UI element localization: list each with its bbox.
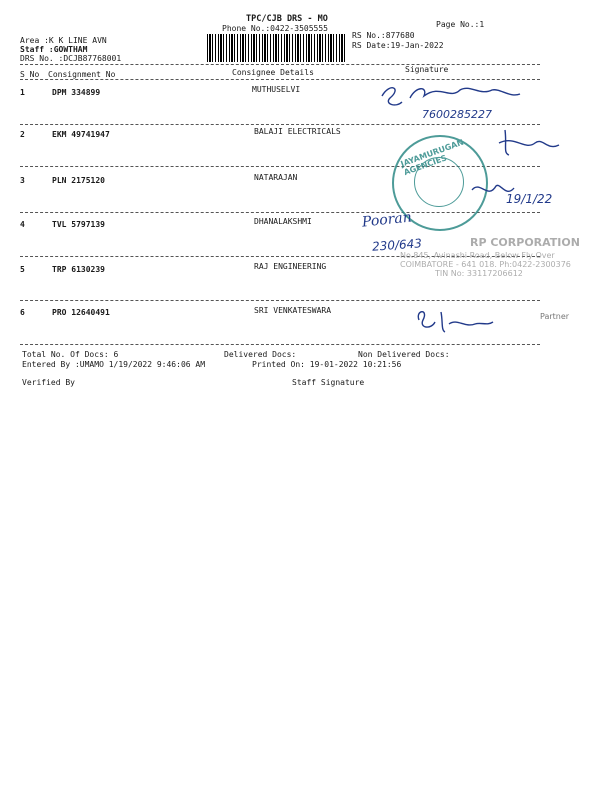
- row-sno: 1: [20, 88, 25, 97]
- row-consignee: DHANALAKSHMI: [254, 217, 312, 226]
- row-consignment: EKM 49741947: [52, 130, 110, 139]
- faded-stamp-line3: COIMBATORE - 641 018. Ph:0422-2300376: [400, 260, 571, 269]
- signature-row2-scrawl: [495, 125, 565, 160]
- rs-date: RS Date:19-Jan-2022: [352, 41, 444, 50]
- row-consignment: PLN 2175120: [52, 176, 105, 185]
- row-sno: 4: [20, 220, 25, 229]
- staff-label-text: Staff :: [20, 45, 54, 54]
- row-consignment: PRO 12640491: [52, 308, 110, 317]
- phone-number: Phone No.:0422-3505555: [222, 24, 328, 33]
- delivered-docs: Delivered Docs:: [224, 350, 297, 359]
- rs-number: RS No.:877680: [352, 31, 415, 40]
- partner-label: Partner: [540, 312, 570, 321]
- row4-handwritten-name: Pooran: [361, 209, 413, 231]
- faded-stamp-line1: RP CORPORATION: [470, 236, 580, 249]
- row-consignee: NATARAJAN: [254, 173, 298, 182]
- total-docs: Total No. Of Docs: 6: [22, 350, 119, 359]
- signature-row6: [415, 306, 495, 340]
- drs-number: DRS No. :DCJB87768001: [20, 54, 122, 63]
- header-consignment: Consignment No: [48, 70, 116, 79]
- verified-by: Verified By: [22, 378, 75, 387]
- header-consignee: Consignee Details: [232, 68, 314, 77]
- faded-stamp-line2: No.845, Avinashi Road, Below Fly Over: [400, 251, 555, 260]
- barcode: [207, 34, 347, 62]
- printed-on: Printed On: 19-01-2022 10:21:56: [252, 360, 402, 369]
- row3-handwritten-date: 19/1/22: [506, 192, 553, 206]
- row-consignee: BALAJI ELECTRICALS: [254, 127, 341, 136]
- divider: [20, 300, 540, 301]
- header-signature: Signature: [405, 65, 449, 74]
- non-delivered-docs: Non Delivered Docs:: [358, 350, 450, 359]
- row-consignment: DPM 334899: [52, 88, 101, 97]
- divider: [20, 344, 540, 345]
- round-stamp-inner: [414, 157, 464, 207]
- page-number: Page No.:1: [436, 20, 485, 29]
- row-sno: 3: [20, 176, 25, 185]
- row-sno: 5: [20, 265, 25, 274]
- company-faded-stamp: [400, 236, 580, 296]
- signature-row1: [380, 80, 530, 129]
- divider: [20, 64, 540, 65]
- row4-handwritten-number: 230/643: [371, 236, 423, 254]
- row-consignee: SRI VENKATESWARA: [254, 306, 332, 315]
- signature-row2: [495, 125, 565, 164]
- row-consignment: TRP 6130239: [52, 265, 105, 274]
- staff-label: [20, 45, 87, 54]
- row-consignee: RAJ ENGINEERING: [254, 262, 327, 271]
- faded-stamp-line4: TIN No: 33117206612: [435, 269, 523, 278]
- row-sno: 6: [20, 308, 25, 317]
- header-sno: S No: [20, 70, 40, 79]
- row1-handwritten-phone: 7600285227: [422, 108, 492, 121]
- signature-row3: [470, 180, 553, 214]
- row-consignment: TVL 5797139: [52, 220, 105, 229]
- entered-by: Entered By :UMAMO 1/19/2022 9:46:06 AM: [22, 360, 206, 369]
- staff-name: GOWTHAM: [53, 45, 88, 54]
- row-sno: 2: [20, 130, 25, 139]
- staff-signature-label: Staff Signature: [292, 378, 365, 387]
- round-stamp-text: JAYAMURUGAN AGENCIES: [399, 137, 465, 178]
- report-title: TPC/CJB DRS - MO: [246, 14, 328, 24]
- area-label: Area :K K LINE AVN: [20, 36, 107, 45]
- signature-row6-scrawl: [415, 306, 495, 336]
- row-consignee: MUTHUSELVI: [252, 85, 301, 94]
